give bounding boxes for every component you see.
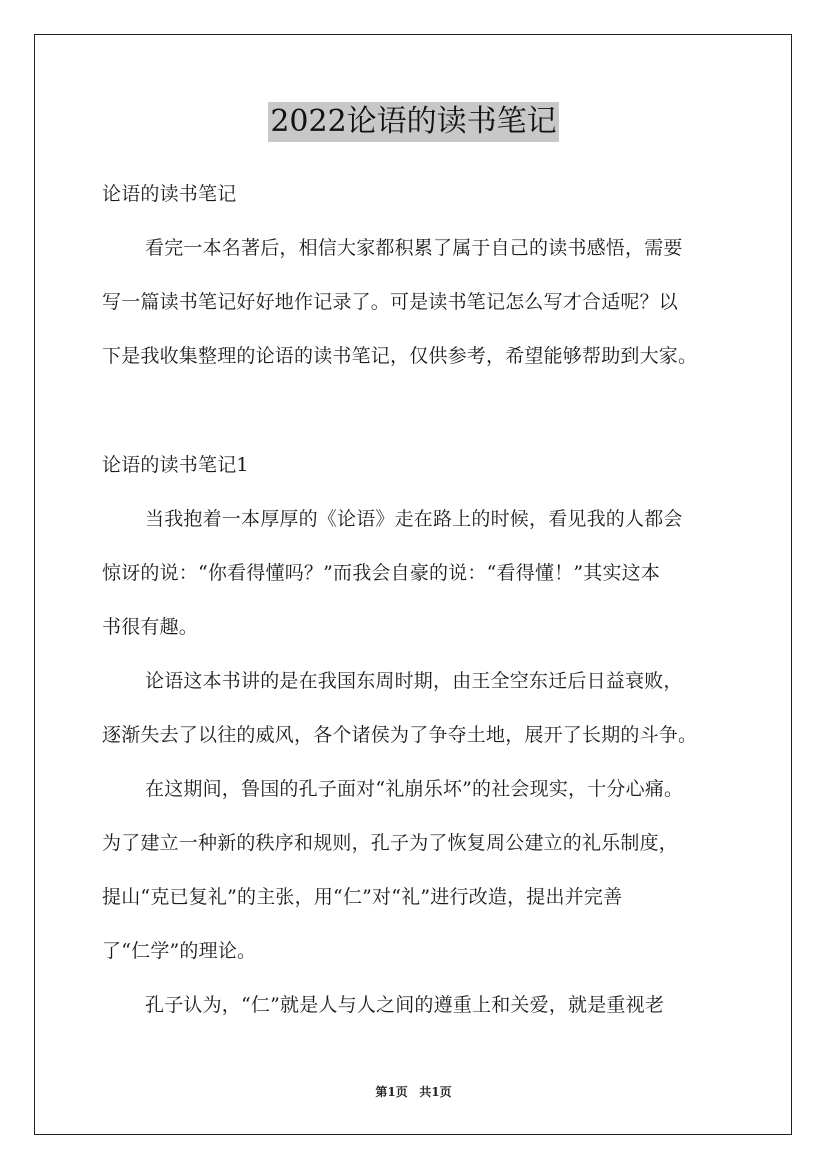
paragraph-line: 写一篇读书笔记好好地作记录了。可是读书笔记怎么写才合适呢？以 xyxy=(102,291,679,313)
paragraph-line: 当我抱着一本厚厚的《论语》走在路上的时候，看见我的人都会 xyxy=(145,508,683,530)
paragraph-line: 在这期间，鲁国的孔子面对“礼崩乐坏”的社会现实，十分心痛。 xyxy=(145,778,684,800)
page-number: 第1页 xyxy=(375,1085,408,1099)
paragraph-line: 论语这本书讲的是在我国东周时期，由王全空东迁后日益衰败， xyxy=(145,670,683,692)
paragraph-line: 逐渐失去了以往的威风，各个诸侯为了争夺土地，展开了长期的斗争。 xyxy=(102,724,698,746)
document-title: 2022论语的读书笔记 xyxy=(268,102,558,142)
paragraph-line: 下是我收集整理的论语的读书笔记，仅供参考，希望能够帮助到大家。 xyxy=(102,345,698,367)
section-heading: 论语的读书笔记 xyxy=(102,183,237,205)
paragraph-line: 为了建立一种新的秩序和规则，孔子为了恢复周公建立的礼乐制度， xyxy=(102,832,679,854)
page-footer xyxy=(0,1084,827,1100)
paragraph-line: 了“仁学”的理论。 xyxy=(102,940,257,962)
title-container xyxy=(0,102,827,142)
paragraph-line: 提山“克已复礼”的主张，用“仁”对“礼”进行改造，提出并完善 xyxy=(102,886,623,908)
paragraph-line: 书很有趣。 xyxy=(102,616,199,638)
paragraph-line: 看完一本名著后，相信大家都积累了属于自己的读书感悟，需要 xyxy=(145,237,683,259)
paragraph-line: 孔子认为，“仁”就是人与人之间的遵重上和关爱，就是重视老 xyxy=(145,994,665,1016)
paragraph-line: 惊讶的说：“你看得懂吗？”而我会自豪的说：“看得懂！”其实这本 xyxy=(102,562,661,584)
section-heading: 论语的读书笔记1 xyxy=(102,454,249,476)
page-total: 共1页 xyxy=(419,1085,452,1099)
